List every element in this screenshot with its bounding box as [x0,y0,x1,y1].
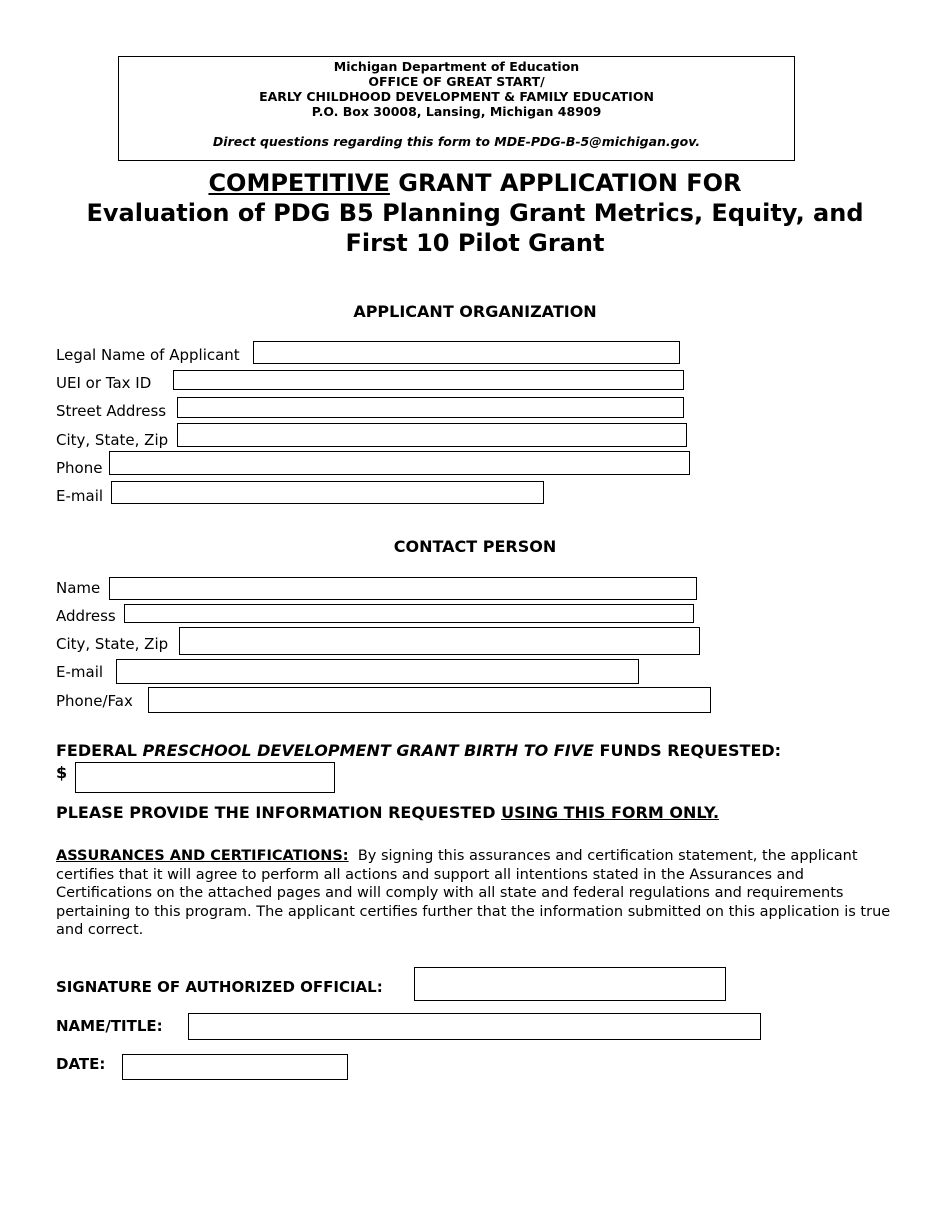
header-division: EARLY CHILDHOOD DEVELOPMENT & FAMILY EDUCATION [259,89,654,104]
title-line-1 [40,168,910,198]
header-office: OFFICE OF GREAT START/ [368,74,545,89]
assurances-paragraph [56,847,896,940]
contact-name-label: Name [56,579,101,597]
instruction-prefix: PLEASE PROVIDE THE INFORMATION REQUESTED [56,803,502,822]
contact-phone-fax-label: Phone/Fax [56,692,133,710]
title-line-1-rest: GRANT APPLICATION FOR [389,169,742,197]
header-box [118,56,795,161]
funds-prefix: FEDERAL [56,741,143,760]
contact-name-field[interactable] [109,577,697,600]
email-label: E-mail [56,487,104,505]
form-only-instruction [56,803,719,822]
city-state-zip-field[interactable] [177,423,687,447]
header-department: Michigan Department of Education [333,59,580,74]
contact-phone-fax-field[interactable] [148,687,711,713]
title-line-3: First 10 Pilot Grant [345,229,605,257]
date-label: DATE: [56,1055,106,1073]
funds-amount-field[interactable] [75,762,335,793]
contact-address-label: Address [56,607,116,625]
name-title-label: NAME/TITLE: [56,1017,163,1035]
contact-heading: CONTACT PERSON [393,537,557,556]
page-title [40,168,910,258]
signature-field[interactable] [414,967,726,1001]
legal-name-field[interactable] [253,341,680,364]
instruction-underlined: USING THIS FORM ONLY. [501,803,720,822]
legal-name-label: Legal Name of Applicant [56,346,240,364]
dollar-sign: $ [56,763,68,782]
header-questions: Direct questions regarding this form to MDE-PDG-B-5@michigan.gov. [212,134,701,149]
contact-city-state-zip-label: City, State, Zip [56,635,169,653]
date-field[interactable] [122,1054,348,1080]
title-competitive: COMPETITIVE [208,169,390,197]
name-title-field[interactable] [188,1013,761,1040]
header-address: P.O. Box 30008, Lansing, Michigan 48909 [311,104,602,119]
funds-requested-label [56,741,781,760]
street-address-label: Street Address [56,402,167,420]
phone-field[interactable] [109,451,690,475]
assurances-body: By signing this assurances and certification statement, the applicant certifies that it will agree to perform all actions and support all intentions stated in the Assurances and Certifications on the attached pages and will comply with all state and federal regulations and requirements pertaining to this program. The applicant certifies further that the information submitted on this application is true and correct. [56,848,891,938]
funds-program-name: PRESCHOOL DEVELOPMENT GRANT BIRTH TO FIVE [142,741,594,760]
contact-email-field[interactable] [116,659,639,684]
uei-field[interactable] [173,370,684,390]
city-state-zip-label: City, State, Zip [56,431,169,449]
title-line-2: Evaluation of PDG B5 Planning Grant Metrics, Equity, and [86,199,864,227]
applicant-heading: APPLICANT ORGANIZATION [353,302,597,321]
signature-label: SIGNATURE OF AUTHORIZED OFFICIAL: [56,978,383,996]
assurances-heading: ASSURANCES AND CERTIFICATIONS: [56,848,349,864]
street-address-field[interactable] [177,397,684,418]
uei-label: UEI or Tax ID [56,374,152,392]
email-field[interactable] [111,481,544,504]
contact-address-field[interactable] [124,604,694,623]
contact-email-label: E-mail [56,663,104,681]
funds-suffix: FUNDS REQUESTED: [593,741,782,760]
contact-city-state-zip-field[interactable] [179,627,700,655]
phone-label: Phone [56,459,103,477]
